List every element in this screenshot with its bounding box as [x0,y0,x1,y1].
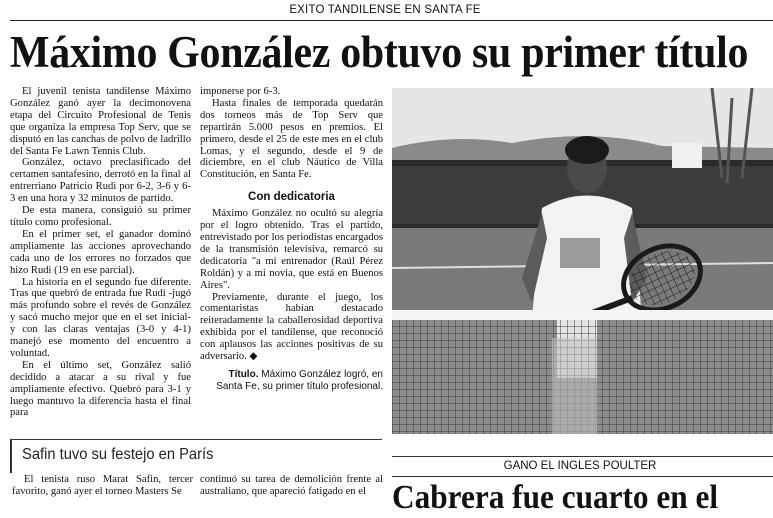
third-headline: Cabrera fue cuarto en el [392,479,719,516]
box-top-rule [10,439,382,440]
paragraph: Previamente, durante el juego, los comentaristas habían destacado reiteradamente la caballerosidad deportiva exhibida por el tandilense, que reconoció con aplausos las acciones positivas de su adversario. ◆ [200,291,383,363]
caption-text: Máximo González logró, en Santa Fe, su primer título profesional. [216,368,383,392]
paragraph: González, octavo preclasificado del certamen santafesino, derrotó en la final al entrerriano Patricio Rudi por 6-2, 3-6 y 6-3 en una hora y 32 minutos de partido. [10,157,191,205]
paragraph: Hasta finales de temporada quedarán dos torneos más de Top Serv que repartirán 5.000 pesos en premios. El primero, desde el 25 de este mes en el club Lomas, y el segundo, desde el 9 de diciembre, en el club Náutico de Villa Constitución, en Santa Fe. [200,97,383,181]
article-column-2 [200,86,383,393]
paragraph: Máximo González no ocultó su alegría por el logro obtenido. Tras el partido, entrevistado por los periodistas encargados de la transmisión televisiva, remarcó su dedicatoria "a mi entrenador (Raúl Pérez Roldán) y a mi novia, que está en Buenos Aires". [200,208,383,291]
box-left-rule [10,439,12,473]
paragraph: imponerse por 6-3. [200,86,281,97]
section-kicker: EXITO TANDILENSE EN SANTA FE [289,4,481,16]
photo-graphic [392,88,773,434]
paragraph: En el primer set, el ganador dominó ampliamente las acciones aprovechando cada uno de los errores no forzados que hizo Rudi (19 en ese parcial). [10,228,191,276]
article2-column-1 [12,474,193,498]
kicker2-divider-bottom [392,476,773,477]
paragraph: continuó su tarea de demolición frente al australiano, que apareció fatigado en el [200,474,383,497]
kicker-divider [10,20,773,21]
third-kicker: GANO EL INGLES POULTER [503,460,657,472]
subheading: Con dedicatoria [248,191,335,204]
second-headline: Safin tuvo su festejo en París [22,446,214,463]
article-column-1 [10,86,191,419]
main-headline: Máximo González obtuvo su primer título [10,27,749,77]
caption-label: Título. [228,368,259,380]
paragraph: De esta manera, consiguió su primer título como profesional. [10,205,191,228]
paragraph: El tenista ruso Marat Safin, tercer favorito, ganó ayer el torneo Masters Se [12,474,193,497]
paragraph: La historia en el segundo fue diferente. Tras que quebró de entrada fue Rudi -jugó más profundo sobre el revés de González y sacó mucho mejor que en el set inicial- y con las claras ventajas (3-0 y 4-1) manejó ese momento del encuentro a voluntad. [10,276,191,359]
tennis-player-photo [392,88,773,434]
photo-caption [200,369,383,393]
paragraph: En el último set, González salió decidido a atacar a su rival y fue ampliamente efectivo. Quebró para 3-1 y luego mantuvo la diferencia hasta el final para [10,359,191,419]
kicker2-divider [392,456,773,457]
paragraph: El juvenil tenista tandilense Máximo González ganó ayer la decimonovena etapa del Circuito Profesional de Tenis que organiza la empresa Top Serv, que se disputó en las canchas de polvo de ladrillo del Santa Fe Lawn Tennis Club. [10,86,191,157]
article2-column-2 [200,474,383,498]
